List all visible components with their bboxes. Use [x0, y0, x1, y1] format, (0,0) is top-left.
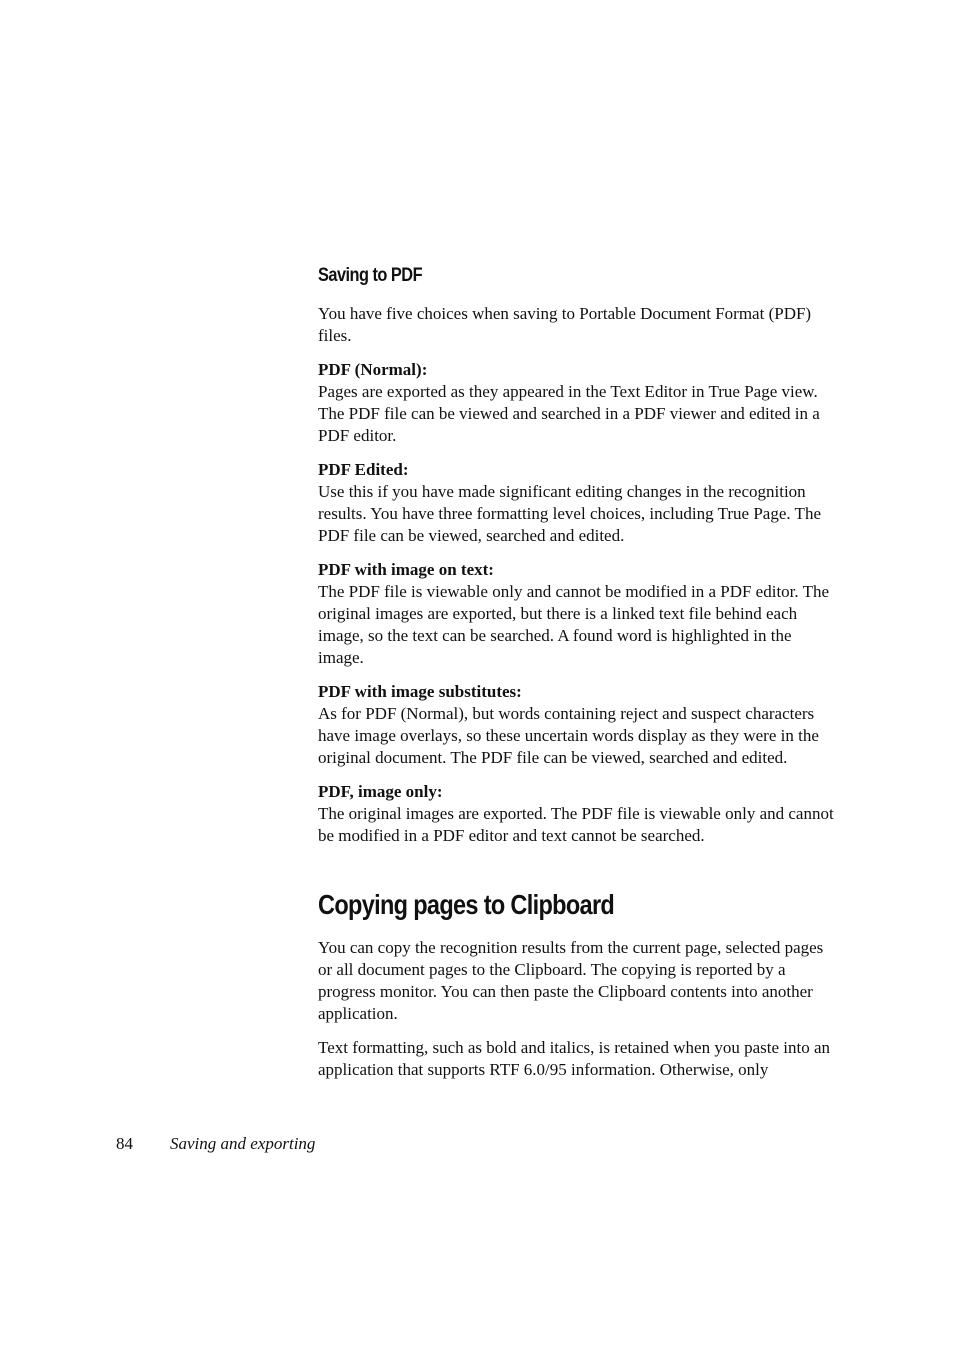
pdf-option-title: PDF (Normal):	[318, 360, 428, 379]
section-heading-saving-to-pdf: Saving to PDF	[318, 265, 423, 286]
body-paragraph: You can copy the recognition results from the current page, selected pages or all document pages to the Clipboard. The copying is reported by a progress monitor. You can then paste the Clipboard contents into another application.	[318, 938, 824, 1023]
pdf-option-title: PDF with image on text:	[318, 560, 494, 579]
pdf-option-description: Use this if you have made significant editing changes in the recognition results. You have three formatting level choices, including True Page. The PDF file can be viewed, searched and edited.	[318, 482, 821, 545]
page-number: 84	[116, 1134, 133, 1153]
pdf-option-title: PDF, image only:	[318, 782, 443, 801]
section-heading-copying-to-clipboard: Copying pages to Clipboard	[318, 889, 615, 920]
section-spacer	[318, 859, 838, 887]
pdf-option-title: PDF Edited:	[318, 460, 409, 479]
pdf-option-description: The PDF file is viewable only and cannot be modified in a PDF editor. The original images are exported, but there is a linked text file behind each image, so the text can be searched. A found word is highlighted in the image.	[318, 582, 830, 667]
footer-section-title: Saving and exporting	[170, 1134, 316, 1153]
intro-paragraph: You have five choices when saving to Portable Document Format (PDF) files.	[318, 304, 812, 345]
pdf-option-item	[318, 359, 838, 447]
pdf-option-description: Pages are exported as they appeared in the Text Editor in True Page view. The PDF file can be viewed and searched in a PDF viewer and edited in a PDF editor.	[318, 382, 820, 445]
page-content	[318, 263, 838, 1093]
pdf-option-description: The original images are exported. The PDF file is viewable only and cannot be modified in a PDF editor and text cannot be searched.	[318, 804, 834, 845]
body-paragraph: Text formatting, such as bold and italics, is retained when you paste into an application that supports RTF 6.0/95 information. Otherwise, only	[318, 1038, 830, 1079]
pdf-option-item	[318, 459, 838, 547]
pdf-option-item	[318, 559, 838, 669]
pdf-option-item	[318, 681, 838, 769]
page-footer	[116, 1133, 315, 1155]
pdf-option-item	[318, 781, 838, 847]
pdf-option-description: As for PDF (Normal), but words containing reject and suspect characters have image overlays, so these uncertain words display as they were in the original document. The PDF file can be viewed, searched and edited.	[318, 704, 819, 767]
pdf-option-title: PDF with image substitutes:	[318, 682, 522, 701]
